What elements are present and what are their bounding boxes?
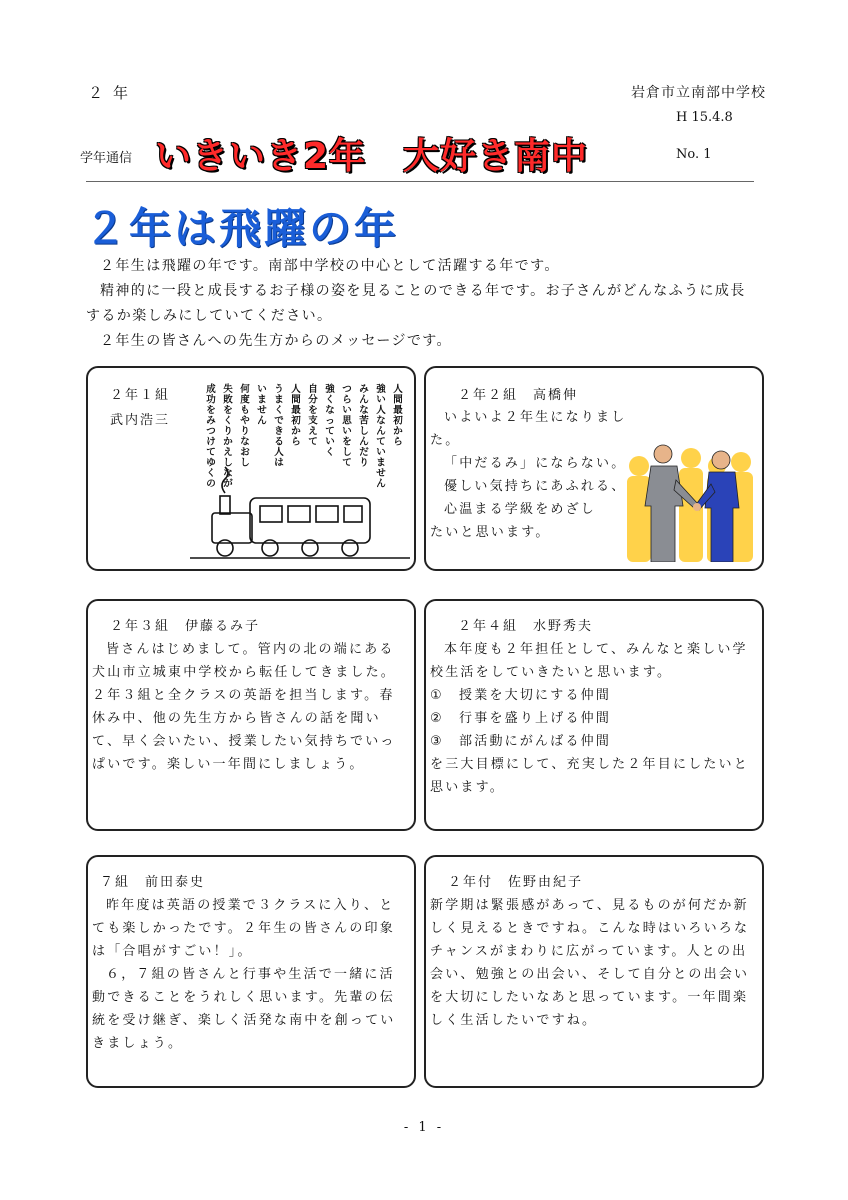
grade-label: ２年 (88, 84, 139, 102)
page-number: - 1 - (403, 1120, 445, 1135)
calligraphy-char: 支 (308, 415, 318, 427)
calligraphy-char: て (342, 457, 352, 469)
extra-heading: ２年付 佐野由紀子 (448, 875, 584, 890)
calligraphy-char: く (274, 405, 284, 416)
class7-paragraph: ６，７組の皆さんと行事や生活で一緒に活動できることをうれしく思います。先輩の伝統を受け継ぎ、楽しく活発な南中を創っていきましょう。 (92, 967, 396, 1051)
calligraphy-char: ん (359, 436, 369, 448)
message-box-class7 (86, 855, 416, 1088)
calligraphy-char: を (342, 436, 352, 448)
calligraphy-char: 何 (240, 384, 250, 395)
calligraphy-char: 間 (393, 394, 403, 406)
class4-heading: ２年４組 水野秀夫 (458, 619, 594, 634)
calligraphy-char: ま (274, 394, 284, 406)
calligraphy-char: て (325, 426, 335, 437)
calligraphy-char: な (223, 468, 233, 479)
calligraphy-char: い (257, 384, 267, 395)
intro-paragraph-2: 精神的に一段と成長するお子様の姿を見ることのできる年です。お子さんがどんなふうに成長するか楽しみにしていてください。 (86, 283, 746, 324)
message-box-class1 (86, 366, 416, 571)
calligraphy-char: り (240, 426, 250, 437)
message-box-class2 (424, 366, 764, 571)
calligraphy-char: な (240, 436, 250, 448)
calligraphy-char: ん (376, 478, 386, 490)
calligraphy-char: つ (342, 384, 352, 395)
calligraphy-char: み (206, 415, 216, 427)
calligraphy-char: せ (257, 405, 267, 416)
calligraphy-char: い (325, 436, 335, 448)
calligraphy-char: を (308, 405, 318, 416)
class4-closing: を三大目標にして、充実した２年目にしたいと思います。 (430, 757, 749, 795)
message-box-class3 (86, 599, 416, 831)
calligraphy-char: を (206, 405, 216, 416)
calligraphy-char: ん (257, 415, 267, 427)
message-box-extra (424, 855, 764, 1088)
calligraphy-char: か (223, 436, 233, 448)
calligraphy-char: で (274, 415, 284, 427)
calligraphy-char: も (240, 405, 250, 416)
class3-message: 皆さんはじめまして。管内の北の端にある犬山市立城東中学校から転任してきました。２年３組と全クラスの英語を担当します。春休み中、他の先生方から皆さんの話を聞いて、早く会いたい、授業したい気持ちでいっぱいです。楽しい一年間にしましょう。 (92, 642, 397, 772)
class1-heading: ２年１組 (110, 388, 171, 403)
message-box-class4 (424, 599, 764, 831)
calligraphy-char: り (359, 457, 369, 469)
class4-intro: 本年度も２年担任として、みんなと楽しい学校生活をしていきたいと思います。 (430, 642, 748, 680)
calligraphy-char: 強 (325, 384, 335, 395)
calligraphy-char: つ (206, 426, 216, 437)
calligraphy-char: 敗 (223, 394, 233, 406)
calligraphy-char: が (223, 478, 233, 490)
calligraphy-char: な (376, 415, 386, 427)
calligraphy-char: い (376, 447, 386, 458)
calligraphy-char: え (223, 447, 233, 458)
class2-message (430, 406, 650, 544)
school-name: 岩倉市立南部中学校 (631, 85, 766, 101)
calligraphy-char: 人 (376, 405, 386, 416)
calligraphy-char: ら (393, 436, 403, 448)
calligraphy-char: 自 (308, 384, 318, 395)
class2-line: 心温まる学級をめざし (444, 502, 597, 517)
calligraphy-char: し (342, 447, 352, 458)
calligraphy-char: せ (376, 468, 386, 479)
class4-goal: ① 授業を大切にする仲間 (430, 688, 612, 703)
calligraphy-char: ん (359, 394, 369, 406)
calligraphy-char: を (223, 405, 233, 416)
calligraphy-char: か (393, 426, 403, 437)
calligraphy-char: い (342, 405, 352, 416)
calligraphy-char: 苦 (359, 415, 369, 427)
calligraphy-char: 間 (291, 394, 301, 406)
calligraphy-char: し (359, 426, 369, 437)
calligraphy-char: ま (257, 394, 267, 406)
class4-message (430, 638, 756, 799)
calligraphy-char: は (274, 457, 284, 469)
calligraphy-char: く (223, 415, 233, 427)
calligraphy-char: い (376, 394, 386, 406)
newsletter-label: 学年通信 (80, 151, 133, 166)
class2-line: 優しい気持ちにあふれる、 (444, 479, 627, 494)
calligraphy-char: 人 (274, 447, 284, 458)
issue-date: H 15.4.8 (676, 110, 733, 125)
calligraphy-char: き (274, 426, 284, 437)
calligraphy-char: し (240, 457, 250, 469)
calligraphy-char: 強 (376, 384, 386, 395)
calligraphy-char: ゆ (206, 457, 216, 469)
calligraphy-char: ら (291, 436, 301, 448)
calligraphy-char: や (240, 415, 250, 427)
class7-message (92, 894, 408, 1055)
calligraphy-char: 人 (291, 384, 301, 395)
class3-heading: ２年３組 伊藤るみ子 (110, 619, 261, 634)
calligraphy-char: な (359, 405, 369, 416)
page-headline: ２年は飛躍の年 (84, 204, 400, 253)
calligraphy-char: 功 (206, 394, 216, 406)
calligraphy-char: る (274, 436, 284, 448)
calligraphy-char: て (376, 436, 386, 448)
calligraphy-char: く (325, 394, 335, 406)
calligraphy-char: 分 (308, 394, 318, 406)
intro-paragraph-1: ２年生は飛躍の年です。南部中学校の中心として活躍する年です。 (100, 258, 560, 274)
calligraphy-train-illustration (190, 378, 410, 566)
calligraphy-char: 最 (393, 405, 403, 416)
class1-teacher: 武内浩三 (110, 413, 171, 428)
extra-message: 新学期は緊張感があって、見るものが何だか新しく見えるときですね。こんな時はいろいろなチャンスがまわりに広がっています。人との出会い、勉強との出会い、そして自分との出会いを大切にしたいなあと思っています。一年間楽しく生活したいですね。 (430, 898, 750, 1028)
calligraphy-char: 初 (291, 415, 301, 427)
class2-line: たいと思います。 (430, 525, 551, 540)
calligraphy-char: う (274, 384, 284, 395)
header-divider (86, 181, 754, 182)
calligraphy-char: て (206, 447, 216, 458)
class4-goal: ② 行事を盛り上げる仲間 (430, 711, 612, 726)
intro-paragraph-3: ２年生の皆さんへの先生方からのメッセージです。 (100, 333, 452, 349)
calligraphy-char: か (291, 426, 301, 437)
calligraphy-char: り (223, 426, 233, 437)
calligraphy-char: 成 (206, 384, 216, 395)
calligraphy-char: だ (359, 447, 369, 458)
calligraphy-char: い (342, 426, 352, 437)
calligraphy-char: お (240, 447, 250, 458)
calligraphy-char: ん (376, 426, 386, 437)
calligraphy-char: く (206, 468, 216, 479)
handshake-illustration (621, 436, 761, 562)
calligraphy-char: の (206, 478, 216, 490)
calligraphy-char: 最 (291, 405, 301, 416)
calligraphy-char: ま (376, 457, 386, 469)
calligraphy-char: 度 (240, 394, 250, 406)
calligraphy-char: て (308, 436, 318, 448)
calligraphy-char: 失 (223, 384, 233, 395)
calligraphy-char: く (325, 447, 335, 458)
calligraphy-char: っ (325, 415, 335, 427)
class7-paragraph: 昨年度は英語の授業で３クラスに入り、とても楽しかったです。２年生の皆さんの印象は「合唱がすごい！」。 (92, 898, 395, 959)
calligraphy-char: な (325, 405, 335, 416)
newsletter-title: いきいき2年 大好き南中 (155, 136, 589, 177)
issue-number: No. 1 (676, 147, 712, 162)
class2-heading: ２年２組 高橋伸 (458, 388, 579, 403)
calligraphy-char: 人 (393, 384, 403, 395)
class4-goal: ③ 部活動にがんばる仲間 (430, 734, 612, 749)
calligraphy-char: け (206, 436, 216, 448)
calligraphy-char: み (359, 384, 369, 395)
calligraphy-char: 初 (393, 415, 403, 427)
calligraphy-char: え (308, 426, 318, 437)
calligraphy-char: し (223, 457, 233, 469)
class7-heading: ７組 前田泰史 (100, 875, 206, 890)
class2-line: 「中だるみ」にならない。 (444, 456, 627, 471)
calligraphy-char: 思 (342, 415, 352, 427)
calligraphy-char: ら (342, 394, 352, 406)
class2-line: いよいよ２年生になりました。 (430, 410, 627, 448)
